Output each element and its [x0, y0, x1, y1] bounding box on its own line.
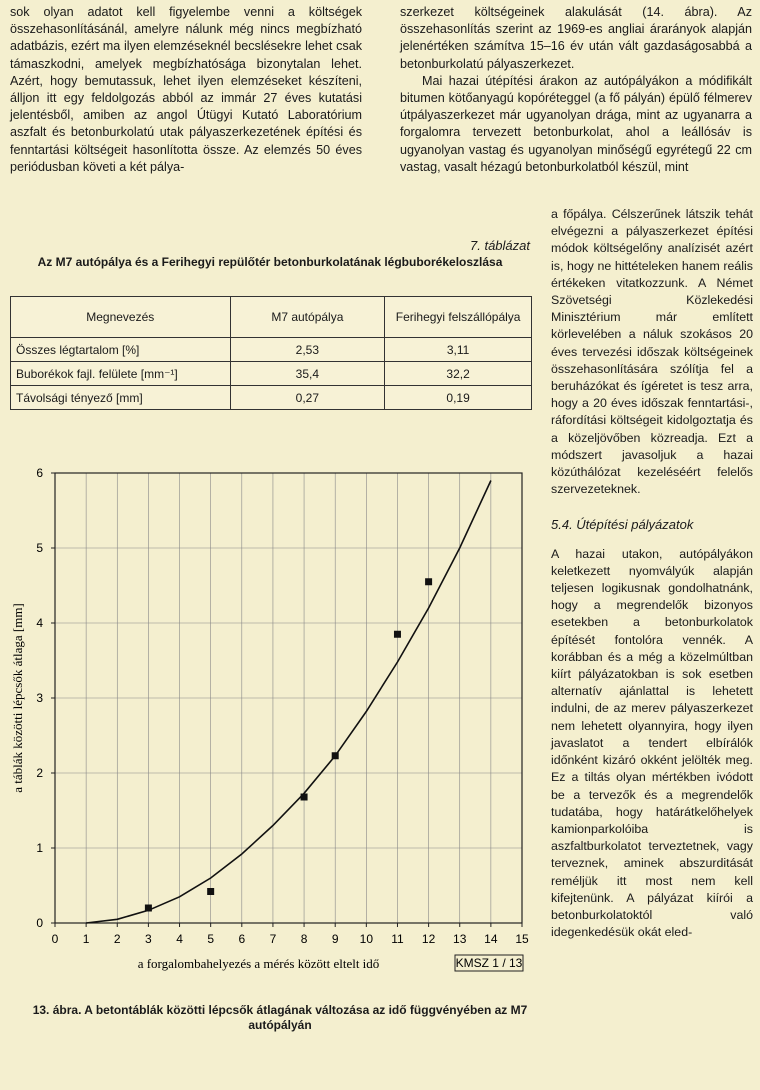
x-tick-label: 2	[113, 932, 121, 946]
y-tick-label: 6	[36, 466, 43, 480]
y-tick-label: 3	[36, 691, 43, 705]
table-row	[11, 386, 532, 410]
x-tick-label: 15	[515, 932, 529, 946]
x-tick-label: 7	[269, 932, 277, 946]
data-point	[207, 888, 214, 895]
x-tick-label: 9	[331, 932, 339, 946]
table-header-row	[11, 297, 532, 338]
step-height-chart	[0, 455, 545, 1000]
table-cell: 0,27	[230, 386, 385, 410]
right-paragraph-1: szerkezet költségeinek alakulását (14. ábra). Az összehasonlítás szerint az 1969-es angliai árarányok alapján jelenértéken számítva 15–16 év után vált gazdaságosabbá a betonburkolatú pályaszerkezet.	[400, 5, 752, 71]
right-paragraph-2: Mai hazai útépítési árakon az autópályákon a módifikált bitumen kötőanyagú kopóréteggel (a fő pályán) épülő félmerev útpályaszerkezet már ugyanolyan drága, mint az ugyanarra a forgalomra tervezett betonburkolat, ahol a leállósáv is ugyanolyan vastag és ugyanolyan minőségű egyrétegű 22 cm vastag, vasalt hézagú betonburkolatból készül, mint	[400, 73, 752, 174]
x-tick-label: 14	[484, 932, 498, 946]
left-column-text	[10, 4, 362, 176]
table-title: Az M7 autópálya és a Ferihegyi repülőtér betonburkolatának légbuborékeloszlása	[37, 255, 503, 269]
x-tick-label: 8	[300, 932, 308, 946]
data-point	[301, 794, 308, 801]
x-tick-label: 4	[176, 932, 183, 946]
table-row	[11, 362, 532, 386]
table-cell: 32,2	[385, 362, 532, 386]
data-point	[332, 752, 339, 759]
x-tick-label: 5	[207, 932, 215, 946]
table-cell: Buborékok fajl. felülete [mm⁻¹]	[11, 362, 231, 386]
chart-container	[0, 455, 545, 1000]
y-tick-label: 0	[36, 916, 43, 930]
y-tick-label: 4	[36, 616, 43, 630]
x-tick-label: 3	[145, 932, 152, 946]
right-narrow-paragraph-1: a főpálya. Célszerűnek látszik tehát elvégezni a pályaszerkezet építési módok költségelőny analízisét azért is, hogy ne hittételeken hanem reális értékeken vitatkozzunk. A Német Szövetségi Közlekedési Minisztérium már említett körlevelében a náluk szokásos 20 éves tervezési időszak költségeinek összehasonlítására szólítja fel a beruházókat és ígéretet is tesz arra, hogy a 20 éves időszak fenntartási-, ráfordítási költségeit kidolgoztatja és a közeljövőben közreadja. Ezt a módszert javasoljuk a hazai közúthálózat kezeléséért felelős szervezeteknek.	[551, 207, 753, 497]
figure-caption: 13. ábra. A betontáblák közötti lépcsők átlagának változása az idő függvényében az M7 autópályán	[32, 1003, 528, 1032]
y-tick-label: 2	[36, 766, 43, 780]
table-number: 7. táblázat	[470, 238, 530, 253]
left-paragraph: sok olyan adatot kell figyelembe venni a költségek összehasonlításánál, amelyre nálunk még nincs megbízható adatbázis, ezért ma ilyen elemzéseknél becslésekre lehet csak támaszkodni, amelyek megbízhatósága bizonytalan lehet. Azért, hogy bemutassuk, lehet ilyen elemzéseket készíteni, álljon itt egy feldolgozás abból az immár 27 éves kutatási jelentésből, amiben az angol Útügyi Kutató Laboratórium aszfalt és betonburkolatú utak pályaszerkezetének építési és fenntartási költségeit hasonlította össze. Az elemzés 50 éves periódusban követi a két pálya-	[10, 5, 362, 174]
section-title: 5.4. Útépítési pályázatok	[551, 517, 694, 533]
data-point	[425, 578, 432, 585]
x-axis-label: a forgalombahelyezés a mérés között eltelt idő	[137, 956, 380, 971]
right-narrow-paragraph-2: A hazai utakon, autópályákon keletkezett nyomvályúk alapján teljesen logikusnak gondolhatnánk, hogy a megrendelők bizonyos esetekben a betonburkolatok építését fontolóra vennék. A korábban és a még a közelmúltban kiírt pályázatokban is sok esetben alternatív ajánlattal is lehetett indulni, de az merev pályaszerkezet nem lehetett olyannyira, hogy ilyen javaslatot a tendert elbírálók időnként kizáró okként jelölték meg. Ez a tiltás olyan mértékben ivódott be a tervezők és a megrendelők tudatába, hogy határátkelőhelyek kamionparkolóiba is aszfaltburkolatot terveztetnek, vagy terveznek, aminek abszurditását reméljük itt most nem kell kifejtenünk. A pályázat kiírói a betonburkolatoktól való idegenkedésük okát eled-	[551, 546, 753, 940]
table-header: Ferihegyi felszállópálya	[385, 297, 532, 338]
table-caption	[10, 238, 530, 269]
x-tick-label: 6	[238, 932, 246, 946]
figure-stamp: KMSZ 1 / 13	[455, 956, 523, 970]
y-tick-label: 1	[36, 841, 43, 855]
x-tick-label: 0	[51, 932, 59, 946]
trend-curve	[86, 481, 491, 924]
table-header: M7 autópálya	[230, 297, 385, 338]
y-tick-label: 5	[36, 541, 43, 555]
table-cell: 0,19	[385, 386, 532, 410]
table-cell: 3,11	[385, 338, 532, 362]
x-tick-label: 11	[391, 932, 404, 946]
right-narrow-column	[551, 206, 753, 941]
x-tick-label: 13	[453, 932, 467, 946]
table-header: Megnevezés	[11, 297, 231, 338]
table-cell: 2,53	[230, 338, 385, 362]
data-point	[394, 631, 401, 638]
data-point	[145, 905, 152, 912]
x-tick-label: 12	[421, 932, 436, 946]
y-axis-label: a táblák közötti lépcsők átlaga [mm]	[10, 603, 25, 793]
table-cell: Távolsági tényező [mm]	[11, 386, 231, 410]
table-cell: Összes légtartalom [%]	[11, 338, 231, 362]
table-row	[11, 338, 532, 362]
right-column-text	[400, 4, 752, 176]
table-cell: 35,4	[230, 362, 385, 386]
air-void-table	[10, 296, 532, 410]
x-tick-label: 10	[359, 932, 374, 946]
x-tick-label: 1	[82, 932, 90, 946]
